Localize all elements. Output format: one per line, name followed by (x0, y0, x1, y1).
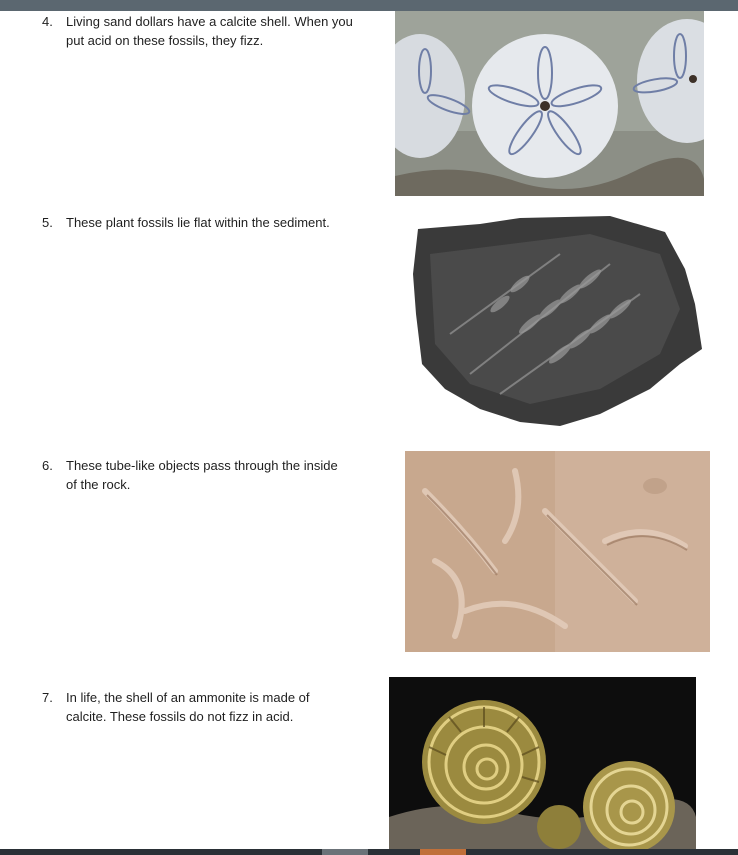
sand-dollar-fossils-photo (395, 11, 704, 196)
question-text: In life, the shell of an ammonite is made of calcite. These fossils do not fizz in acid. (66, 690, 310, 724)
question-text: These tube-like objects pass through the inside of the rock. (66, 458, 338, 492)
fern-plant-fossil-photo (410, 214, 705, 428)
taskbar-accent-segment[interactable] (420, 849, 466, 855)
trace-fossil-burrows-photo (405, 451, 710, 652)
scrollbar-segment[interactable] (322, 849, 368, 855)
window-bottom-bar (0, 849, 738, 855)
question-text: Living sand dollars have a calcite shell. When you put acid on these fossils, they fizz. (66, 14, 353, 48)
window-top-bar (0, 0, 738, 11)
question-number: 6. (42, 458, 53, 473)
question-number: 4. (42, 14, 53, 29)
question-number: 7. (42, 690, 53, 705)
pyritized-ammonite-photo (389, 677, 696, 849)
question-number: 5. (42, 215, 53, 230)
question-text: These plant fossils lie flat within the sediment. (66, 215, 330, 230)
